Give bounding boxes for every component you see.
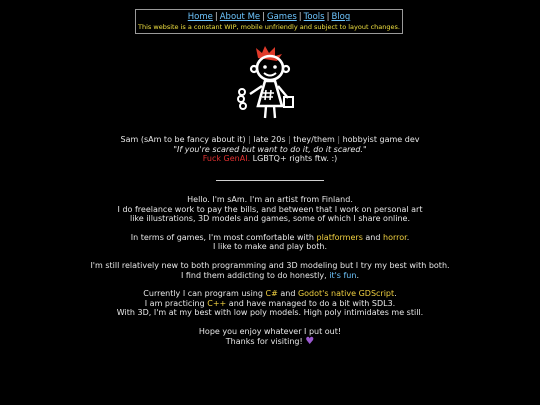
about-paragraph (0, 289, 540, 318)
about-paragraph (0, 195, 540, 224)
intro-role: hobbyist game dev (342, 135, 420, 144)
fuck-genai-text: Fuck GenAI. (202, 154, 251, 163)
about-text: I do freelance work to pay the bills, and between that I work on personal art (117, 204, 423, 214)
cpp-highlight: C++ (207, 298, 227, 308)
wip-notice: This website is a constant WIP, mobile unfriendly and subject to layout changes. (138, 23, 400, 31)
intro-name: Sam (sAm to be fancy about it) (120, 135, 246, 144)
intro-pronouns: they/them (293, 135, 335, 144)
about-text: Hello. I'm sAm. I'm an artist from Finland. (187, 195, 353, 204)
left-item (240, 103, 246, 109)
horror-highlight: horror (383, 232, 407, 242)
nav-link-blog[interactable]: Blog (331, 12, 351, 22)
nav-link-tools[interactable]: Tools (303, 12, 325, 22)
motto-quote: "If you're scared but want to do it, do it scared." (173, 144, 367, 154)
intro-section (0, 135, 540, 164)
about-section (0, 195, 540, 355)
left-item (238, 96, 244, 102)
divider (216, 180, 324, 181)
about-paragraph (0, 327, 540, 346)
nav-separator: | (262, 12, 266, 22)
mouth (264, 73, 276, 76)
about-text: Hope you enjoy whatever I put out! (198, 326, 342, 336)
left-item (239, 89, 245, 95)
nav-links (136, 12, 402, 23)
intro-separator: | (337, 135, 341, 144)
nav-separator: | (326, 12, 330, 22)
intro-separator: | (248, 135, 251, 144)
platformers-highlight: platformers (316, 232, 363, 242)
avatar-doodle (232, 44, 306, 124)
nav-separator: | (214, 12, 218, 22)
about-text: In terms of games, I'm most comfortable with (130, 232, 317, 242)
about-text: I am practicing (144, 298, 208, 308)
hash-mark (262, 90, 274, 100)
about-text: and have managed to do a bit with SDL3. (226, 298, 396, 308)
nav-link-games[interactable]: Games (267, 12, 297, 22)
about-text: like illustrations, 3D models and games, some of which I share online. (129, 214, 410, 224)
about-text: Currently I can program using (143, 289, 266, 299)
about-text: With 3D, I'm at my best with low poly models. High poly intimidates me still. (116, 308, 424, 318)
about-paragraph (0, 233, 540, 252)
about-text: and (277, 289, 298, 299)
nav-link-about-me[interactable]: About Me (219, 12, 261, 22)
about-text: Thanks for visiting! (225, 336, 303, 346)
about-text: I'm still relatively new to both programming and 3D modeling but I try my best with both. (90, 260, 450, 270)
nav-separator: | (298, 12, 302, 22)
lgbtq-text: LGBTQ+ rights ftw. :) (250, 154, 338, 163)
about-text: . (394, 289, 397, 299)
about-text: I find them addicting to do honestly, (180, 270, 330, 280)
legs (265, 106, 275, 118)
about-text: and (362, 232, 383, 242)
right-ear (283, 66, 289, 72)
csharp-highlight: C# (265, 289, 278, 299)
intro-age: late 20s (253, 135, 286, 144)
right-bag (284, 97, 293, 107)
purple-heart-icon: ♥ (305, 335, 315, 347)
about-text: . (356, 270, 359, 280)
left-ear (251, 66, 257, 72)
nav-box (135, 9, 403, 34)
stance-line (0, 154, 540, 164)
about-text: . (406, 232, 410, 242)
left-eye (263, 65, 267, 69)
gdscript-highlight: Godot's native GDScript (297, 289, 395, 299)
intro-separator: | (288, 135, 291, 144)
about-paragraph (0, 261, 540, 280)
right-eye (273, 65, 277, 69)
fun-highlight: it's fun (329, 270, 357, 280)
about-text: I like to make and play both. (212, 242, 328, 252)
left-arm (250, 86, 262, 94)
nav-link-home[interactable]: Home (187, 12, 213, 22)
intro-line (0, 135, 540, 145)
